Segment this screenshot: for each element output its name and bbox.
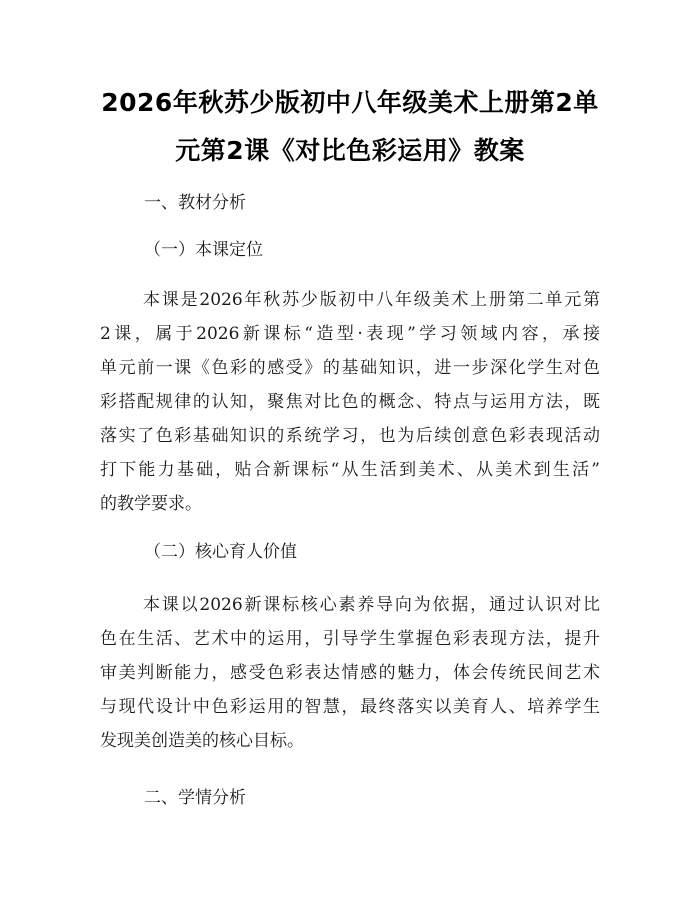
subsection-heading-lesson-position: （一）本课定位 — [144, 240, 263, 260]
paragraph-line: 彩搭配规律的认知，聚焦对比色的概念、特点与运用方法，既 — [100, 392, 600, 412]
section-heading-textbook-analysis: 一、教材分析 — [144, 193, 246, 213]
section-heading-learner-analysis: 二、学情分析 — [144, 788, 246, 808]
paragraph-line: 本课以2026新课标核心素养导向为依据，通过认识对比 — [143, 595, 600, 615]
document-title-line-1: 2026年秋苏少版初中八年级美术上册第2单 — [101, 88, 599, 117]
paragraph-line: 发现美创造美的核心目标。 — [100, 731, 304, 751]
paragraph-line: 落实了色彩基础知识的系统学习，也为后续创意色彩表现活动 — [100, 426, 600, 446]
paragraph-line: 与现代设计中色彩运用的智慧，最终落实以美育人、培养学生 — [100, 697, 600, 717]
paragraph-line: 色在生活、艺术中的运用，引导学生掌握色彩表现方法，提升 — [100, 629, 600, 649]
paragraph-line: 单元前一课《色彩的感受》的基础知识，进一步深化学生对色 — [100, 358, 600, 378]
paragraph-line: 的教学要求。 — [100, 494, 202, 514]
subsection-heading-core-value: （二）核心育人价值 — [144, 542, 297, 562]
paragraph-line: 打下能力基础，贴合新课标“从生活到美术、从美术到生活” — [100, 460, 600, 480]
document-title-line-2: 元第2课《对比色彩运用》教案 — [175, 136, 525, 165]
paragraph-line: 审美判断能力，感受色彩表达情感的魅力，体会传统民间艺术 — [100, 663, 600, 683]
paragraph-line: 本课是2026年秋苏少版初中八年级美术上册第二单元第 — [143, 290, 600, 310]
paragraph-line: 2课，属于2026新课标“造型·表现”学习领域内容，承接 — [100, 324, 600, 344]
